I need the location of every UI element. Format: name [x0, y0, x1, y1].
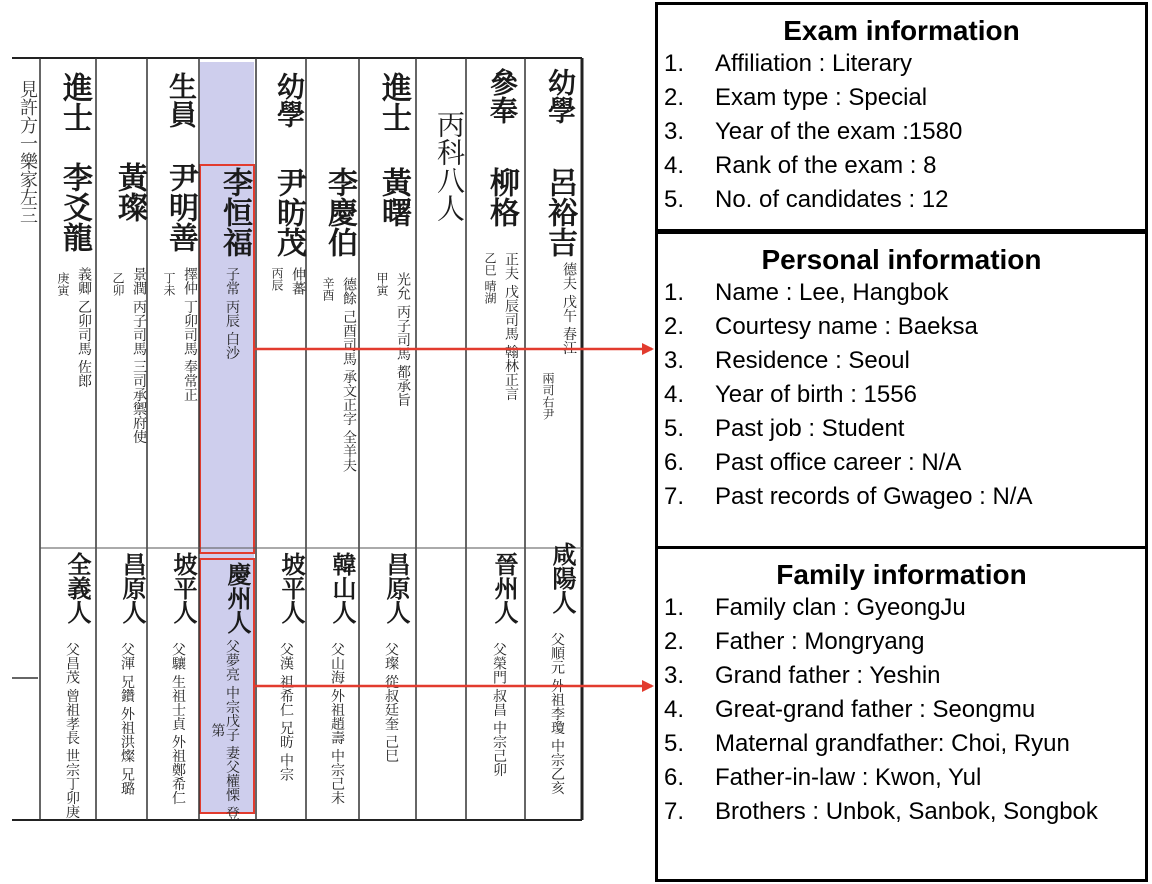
- register-column: [259, 62, 306, 822]
- list-item: 4. Year of birth : 1556: [664, 381, 917, 408]
- clan-origin: 昌原人: [118, 552, 147, 624]
- list-item: 7. Past records of Gwageo : N/A: [664, 483, 1033, 510]
- candidate-name: 黃曙: [376, 167, 411, 227]
- exam-info-title: Exam information: [783, 15, 1020, 46]
- family-note: 父榮門 叔昌 中宗己卯: [491, 642, 507, 777]
- clan-origin: 坡平人: [169, 552, 198, 624]
- family-info-title: Family information: [776, 559, 1027, 590]
- candidate-note: 伸蕃: [290, 267, 306, 295]
- candidate-note: 德餘 己酉司馬 承文正字 全羊夫: [341, 277, 357, 473]
- register-column-highlighted: [205, 62, 252, 822]
- list-item: 6. Past office career : N/A: [664, 449, 962, 476]
- section-heading-column: [419, 62, 466, 822]
- candidate-note: 丙辰: [270, 267, 284, 291]
- candidate-note: 正夫 戊辰司馬 翰林正言: [503, 252, 519, 401]
- candidate-name: 尹明善: [163, 162, 198, 252]
- candidate-name: 柳格: [484, 167, 519, 227]
- list-item: 6. Father-in-law : Kwon, Yul: [664, 764, 982, 791]
- family-note: 父漢 祖希仁 兄昉 中宗: [278, 642, 294, 782]
- candidate-note: 乙卯: [111, 272, 125, 296]
- family-note: 父順元 外祖李瓊 中宗乙亥: [549, 632, 565, 795]
- candidate-name: 李爻龍: [57, 162, 92, 252]
- register-column: [151, 62, 198, 822]
- clan-origin: 昌原人: [382, 552, 411, 624]
- column-heading: 進士: [376, 72, 411, 132]
- family-note: 父渾 兄鑽 外祖洪燦 兄璐: [119, 642, 135, 796]
- exam-info-box: [655, 2, 1148, 232]
- list-item: 3. Year of the exam :1580: [664, 118, 963, 145]
- clan-origin: 坡平人: [277, 552, 306, 624]
- register-column: [100, 62, 147, 822]
- candidate-note: 子常 丙辰 白沙: [224, 267, 240, 360]
- clan-origin: 晉州人: [490, 552, 519, 624]
- margin-note: 見許方一樂家左三: [17, 80, 38, 224]
- clan-origin: 咸陽人: [548, 542, 577, 614]
- candidate-note: 光允 丙子司馬 都承旨: [395, 272, 411, 407]
- list-item: 5. Maternal grandfather: Choi, Ryun: [664, 730, 1070, 757]
- list-item: 2. Exam type : Special: [664, 84, 928, 111]
- family-note: 父夢亮 中宗戊子 妻父權慄 登第: [209, 638, 240, 821]
- candidate-note: 辛酉: [321, 277, 335, 301]
- list-item: 4. Rank of the exam : 8: [664, 152, 937, 179]
- candidate-note: 景潤 丙子司馬 三司承禦府使: [131, 267, 147, 444]
- clan-origin: 韓山人: [328, 552, 357, 624]
- candidate-note: 丁未: [162, 272, 176, 296]
- candidate-name: 李慶伯: [322, 167, 357, 257]
- list-item: 2. Father : Mongryang: [664, 628, 925, 655]
- family-note: 父驤 生祖士貞 外祖鄭希仁: [170, 642, 186, 805]
- column-heading: 進士: [57, 72, 92, 132]
- list-item: 4. Great-grand father : Seongmu: [664, 696, 1036, 723]
- list-item: 1. Family clan : GyeongJu: [664, 594, 966, 621]
- candidate-name: 李恒福: [217, 167, 252, 257]
- register-column: [472, 62, 519, 822]
- candidate-note: 甲寅: [375, 272, 389, 296]
- clan-origin: 慶州人: [223, 562, 252, 634]
- register-column: [364, 62, 411, 822]
- list-item: 3. Grand father : Yeshin: [664, 662, 941, 689]
- personal-info-title: Personal information: [761, 244, 1042, 275]
- register-column: [45, 62, 92, 822]
- column-heading: 生員: [165, 72, 198, 128]
- clan-origin: 全義人: [63, 552, 92, 624]
- column-heading: 幼學: [544, 68, 577, 124]
- list-item: 2. Courtesy name : Baeksa: [664, 313, 978, 340]
- candidate-name: 尹昉茂: [271, 167, 306, 257]
- personal-info-box: [655, 231, 1148, 549]
- register-column: [530, 62, 577, 822]
- candidate-note: 庚寅: [56, 272, 70, 296]
- register-column: [310, 62, 357, 822]
- list-item: 1. Affiliation : Literary: [664, 50, 912, 77]
- list-item: 5. Past job : Student: [664, 415, 905, 442]
- candidate-note: 義卿 乙卯司馬 佐郎: [76, 267, 92, 388]
- column-heading: 參奉: [486, 68, 519, 124]
- family-info-box: [655, 546, 1148, 882]
- family-note: 父山海 外祖趙壽 中宗己未: [329, 642, 345, 805]
- candidate-note: 擇仲 丁卯司馬 奉常正: [182, 267, 198, 402]
- candidate-note: 乙巳 晴湖: [483, 252, 497, 304]
- family-note: 父璨 從叔廷奎 己巳: [383, 642, 399, 763]
- column-heading: 幼學: [273, 72, 306, 128]
- list-item: 7. Brothers : Unbok, Sanbok, Songbok: [664, 798, 1098, 825]
- section-heading: 丙科八人: [433, 110, 466, 222]
- candidate-note: 兩司右尹: [541, 372, 555, 420]
- list-item: 3. Residence : Seoul: [664, 347, 910, 374]
- family-note: 父昌茂 曾祖孝長 世宗丁卯庚: [64, 642, 80, 819]
- list-item: 1. Name : Lee, Hangbok: [664, 279, 949, 306]
- list-item: 5. No. of candidates : 12: [664, 186, 949, 213]
- candidate-note: 德夫 戊午 春江: [561, 262, 577, 355]
- candidate-name: 呂裕吉: [542, 167, 577, 257]
- candidate-name: 黃璨: [112, 162, 147, 222]
